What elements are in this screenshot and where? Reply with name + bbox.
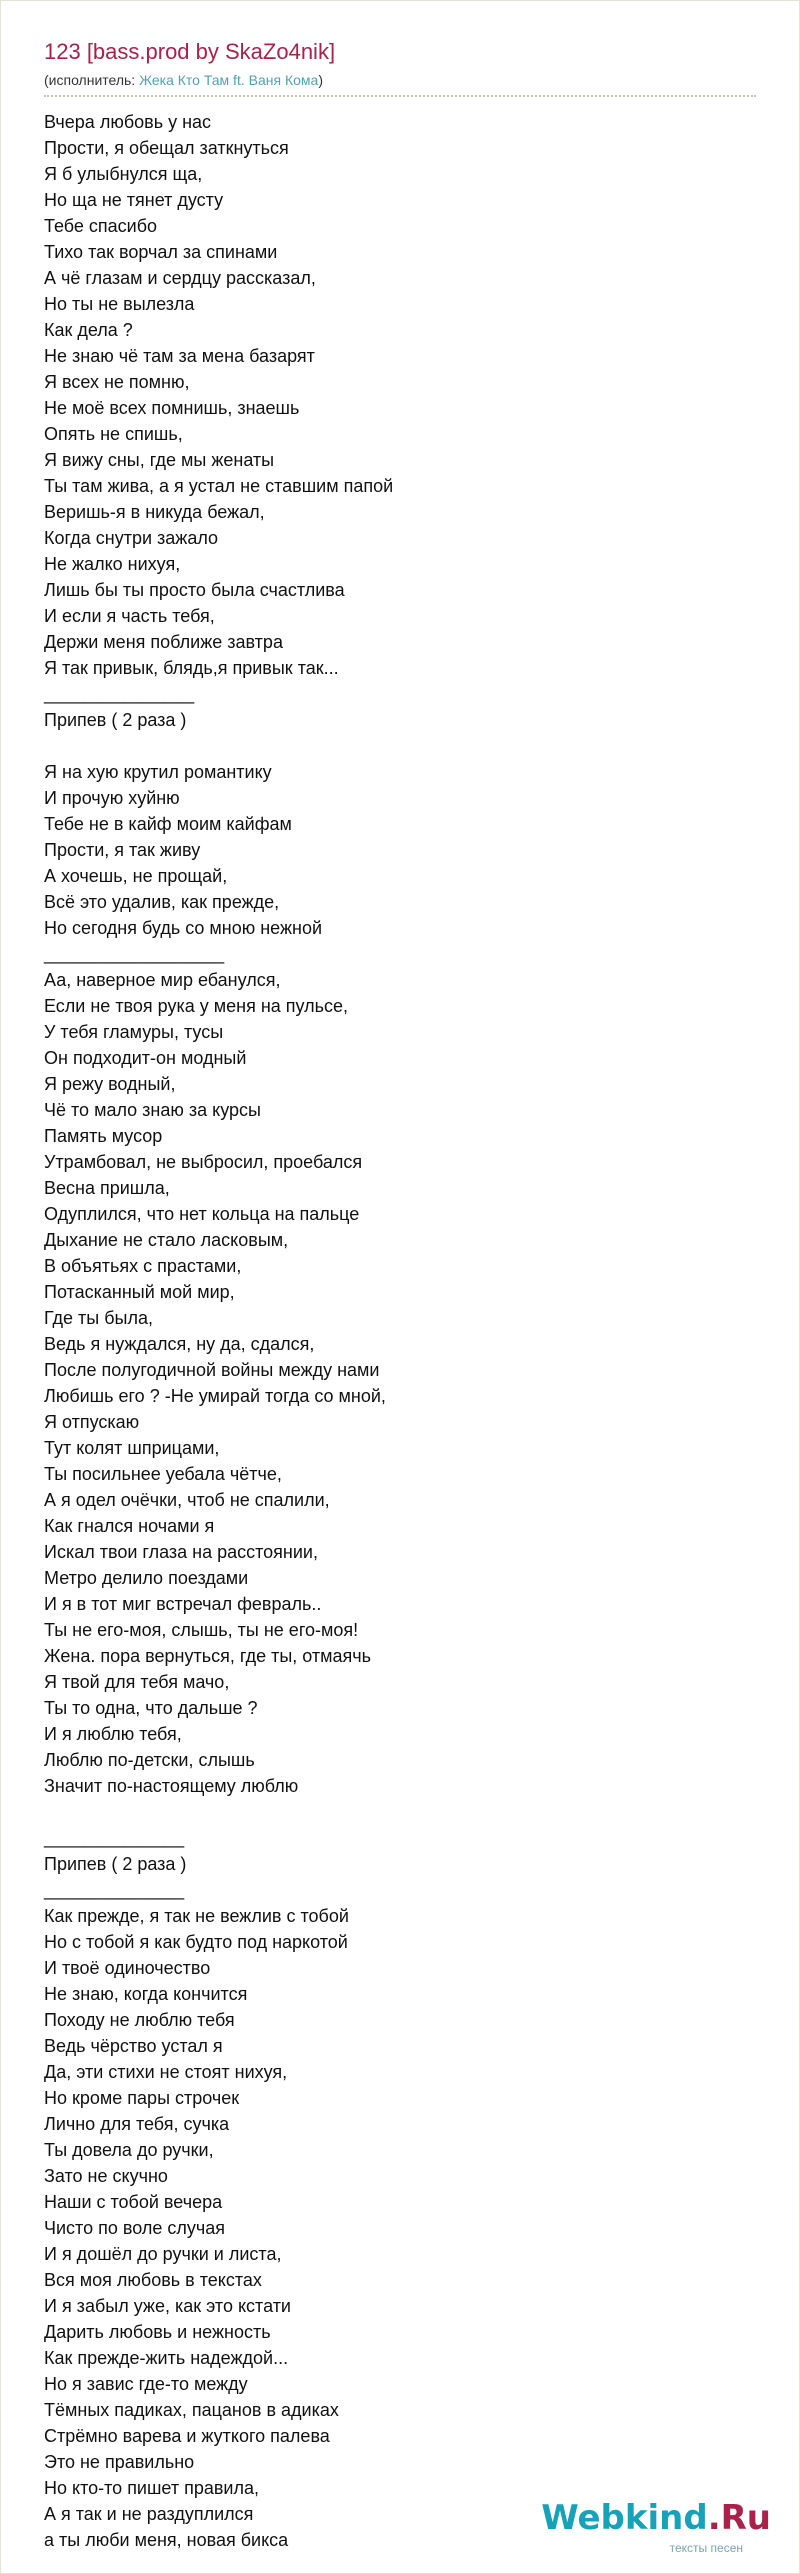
artist-link-feat[interactable]: Ваня Кома: [248, 72, 319, 88]
lyrics-line: Но кто-то пишет правила,: [44, 2478, 259, 2498]
lyrics-line: Веришь-я в никуда бежал,: [44, 502, 265, 522]
lyrics-line: Ты посильнее уебала чётче,: [44, 1464, 282, 1484]
lyrics-line: Прости, я так живу: [44, 840, 201, 860]
lyrics-line: Но я завис где-то между: [44, 2374, 248, 2394]
lyrics-line: Ты не его-моя, слышь, ты не его-моя!: [44, 1620, 359, 1640]
title-divider: [44, 95, 756, 97]
byline-suffix: ): [318, 72, 323, 88]
lyrics-line: Припев ( 2 раза ): [44, 1854, 187, 1874]
lyrics-line: Стрёмно варева и жуткого палева: [44, 2426, 330, 2446]
lyrics-line: Прости, я обещал заткнуться: [44, 138, 289, 158]
brand-tld: .Ru: [707, 2498, 771, 2538]
artist-link-main[interactable]: Жека Кто Там: [139, 72, 230, 88]
lyrics-line: Я твой для тебя мачо,: [44, 1672, 230, 1692]
lyrics-line: И я забыл уже, как это кстати: [44, 2296, 291, 2316]
lyrics-line: Любишь его ? -Не умирай тогда со мной,: [44, 1386, 386, 1406]
lyrics-line: Чё то мало знаю за курсы: [44, 1100, 261, 1120]
lyrics-line: Утрамбовал, не выбросил, проебался: [44, 1152, 363, 1172]
lyrics-line: Дыхание не стало ласковым,: [44, 1230, 289, 1250]
lyrics-line: И прочую хуйню: [44, 788, 180, 808]
lyrics-line: Я вижу сны, где мы женаты: [44, 450, 275, 470]
song-title: 123 [bass.prod by SkaZo4nik]: [44, 39, 336, 64]
lyrics-line: Припев ( 2 раза ): [44, 710, 187, 730]
lyrics-line: Чисто по воле случая: [44, 2218, 225, 2238]
song-byline: [44, 72, 323, 88]
lyrics-blank-line: [44, 733, 744, 759]
lyrics-line: И я люблю тебя,: [44, 1724, 182, 1744]
webkind-logo[interactable]: [541, 2498, 771, 2538]
lyrics-body: [44, 109, 744, 2553]
lyrics-line: Не знаю, когда кончится: [44, 1984, 248, 2004]
lyrics-line: Одуплился, что нет кольца на пальце: [44, 1204, 360, 1224]
lyrics-line: Где ты была,: [44, 1308, 154, 1328]
lyrics-line: Я режу водный,: [44, 1074, 176, 1094]
brand-name: Webkind: [541, 2498, 708, 2538]
lyrics-line: А я одел очёчки, чтоб не спалили,: [44, 1490, 330, 1510]
lyrics-line: Как гнался ночами я: [44, 1516, 215, 1536]
lyrics-line: Тёмных падиках, пацанов в адиках: [44, 2400, 339, 2420]
lyrics-line: Как дела ?: [44, 320, 133, 340]
lyrics-line: _______________: [44, 684, 195, 704]
lyrics-line: Значит по-настоящему люблю: [44, 1776, 299, 1796]
lyrics-line: Но сегодня будь со мною нежной: [44, 918, 323, 938]
lyrics-line: Ведь чёрство устал я: [44, 2036, 223, 2056]
lyrics-line: ______________: [44, 1880, 185, 1900]
lyrics-line: А чё глазам и сердцу рассказал,: [44, 268, 316, 288]
lyrics-line: Но кроме пары строчек: [44, 2088, 240, 2108]
lyrics-line: Я отпускаю: [44, 1412, 140, 1432]
lyrics-line: Жена. пора вернуться, где ты, отмаячь: [44, 1646, 372, 1666]
byline-prefix: (исполнитель:: [44, 72, 140, 88]
lyrics-line: Я на хую крутил романтику: [44, 762, 272, 782]
lyrics-line: И я в тот миг встречал февраль..: [44, 1594, 322, 1614]
lyrics-line: Зато не скучно: [44, 2166, 168, 2186]
lyrics-line: Но ща не тянет дусту: [44, 190, 224, 210]
lyrics-line: Он подходит-он модный: [44, 1048, 247, 1068]
brand-tagline: тексты песен: [669, 2541, 743, 2555]
lyrics-line: Весна пришла,: [44, 1178, 170, 1198]
lyrics-line: Не моё всех помнишь, знаешь: [44, 398, 300, 418]
lyrics-line: У тебя гламуры, тусы: [44, 1022, 224, 1042]
lyrics-line: Как прежде, я так не вежлив с тобой: [44, 1906, 349, 1926]
lyrics-line: Лишь бы ты просто была счастлива: [44, 580, 345, 600]
lyrics-line: В объятьях с прастами,: [44, 1256, 242, 1276]
lyrics-blank-line: [44, 1799, 744, 1825]
lyrics-line: Лично для тебя, сучка: [44, 2114, 230, 2134]
lyrics-line: Ты там жива, а я устал не ставшим папой: [44, 476, 394, 496]
lyrics-line: А я так и не раздуплился: [44, 2504, 254, 2524]
lyrics-line: Как прежде-жить надеждой...: [44, 2348, 289, 2368]
lyrics-line: Тебе не в кайф моим кайфам: [44, 814, 292, 834]
byline-feat: ft.: [229, 72, 249, 88]
lyrics-line: Метро делило поездами: [44, 1568, 249, 1588]
lyrics-line: Я так привык, блядь,я привык так...: [44, 658, 339, 678]
lyrics-line: И если я часть тебя,: [44, 606, 215, 626]
lyrics-line: Походу не люблю тебя: [44, 2010, 235, 2030]
lyrics-line: А хочешь, не прощай,: [44, 866, 228, 886]
lyrics-line: Тебе спасибо: [44, 216, 158, 236]
lyrics-line: И твоё одиночество: [44, 1958, 211, 1978]
lyrics-line: Потасканный мой мир,: [44, 1282, 235, 1302]
lyrics-line: а ты люби меня, новая бикса: [44, 2530, 289, 2550]
lyrics-line: Если не твоя рука у меня на пульсе,: [44, 996, 349, 1016]
lyrics-line: Я б улыбнулся ща,: [44, 164, 203, 184]
lyrics-line: Дарить любовь и нежность: [44, 2322, 271, 2342]
lyrics-line: Память мусор: [44, 1126, 163, 1146]
lyrics-line: Аа, наверное мир ебанулся,: [44, 970, 281, 990]
lyrics-line: Вчера любовь у нас: [44, 112, 212, 132]
lyrics-line: Не жалко нихуя,: [44, 554, 181, 574]
lyrics-line: Да, эти стихи не стоят нихуя,: [44, 2062, 288, 2082]
lyrics-line: Это не правильно: [44, 2452, 195, 2472]
lyrics-line: Тут колят шприцами,: [44, 1438, 220, 1458]
lyrics-line: Ты довела до ручки,: [44, 2140, 214, 2160]
lyrics-line: После полугодичной войны между нами: [44, 1360, 380, 1380]
lyrics-line: Я всех не помню,: [44, 372, 190, 392]
lyrics-line: Держи меня поближе завтра: [44, 632, 283, 652]
lyrics-line: Вся моя любовь в текстах: [44, 2270, 262, 2290]
lyrics-line: Но ты не вылезла: [44, 294, 195, 314]
lyrics-line: Искал твои глаза на расстоянии,: [44, 1542, 318, 1562]
lyrics-line: Опять не спишь,: [44, 424, 183, 444]
lyrics-line: Не знаю чё там за мена базарят: [44, 346, 315, 366]
lyrics-line: Люблю по-детски, слышь: [44, 1750, 255, 1770]
lyrics-line: Ты то одна, что дальше ?: [44, 1698, 258, 1718]
lyrics-line: Ведь я нуждался, ну да, сдался,: [44, 1334, 315, 1354]
lyrics-line: __________________: [44, 944, 225, 964]
lyrics-line: Наши с тобой вечера: [44, 2192, 223, 2212]
lyrics-line: Всё это удалив, как прежде,: [44, 892, 280, 912]
lyrics-line: Но с тобой я как будто под наркотой: [44, 1932, 348, 1952]
lyrics-line: И я дошёл до ручки и листа,: [44, 2244, 282, 2264]
lyrics-line: ______________: [44, 1828, 185, 1848]
lyrics-line: Когда снутри зажало: [44, 528, 219, 548]
lyrics-line: Тихо так ворчал за спинами: [44, 242, 278, 262]
